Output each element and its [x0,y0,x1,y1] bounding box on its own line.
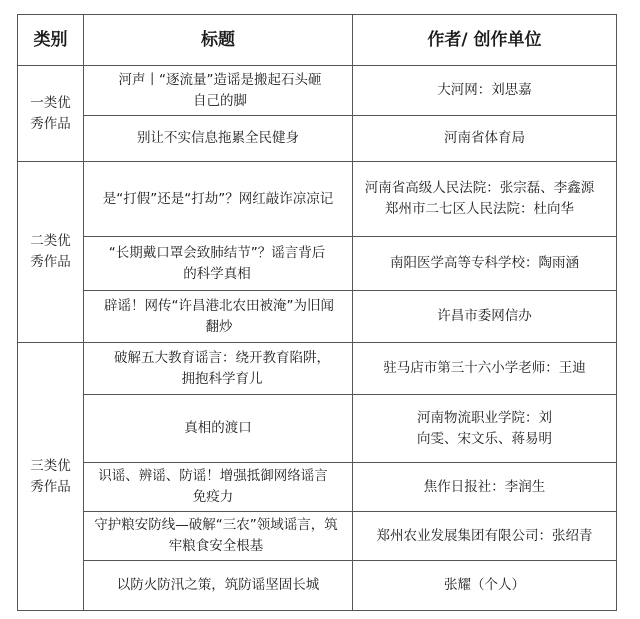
header-category: 类别 [18,15,84,66]
header-author: 作者/ 创作单位 [353,15,617,66]
table-row [18,395,617,463]
category-cell [18,162,84,343]
author-cell: 驻马店市第三十六小学老师：王迪 [353,343,617,395]
title-cell: 以防火防汛之策，筑防谣坚固长城 [84,561,353,611]
title-cell: 辟谣！网传“许昌港北农田被淹”为旧闻翻炒 [84,291,353,343]
table-row [18,463,617,512]
table-row [18,162,617,237]
table-row [18,561,617,611]
table-row [18,291,617,343]
author-cell: 大河网：刘思嘉 [353,66,617,116]
header-row [18,15,617,66]
table-row [18,343,617,395]
table-row [18,116,617,162]
category-cell [18,66,84,162]
category-label: 三类优秀作品 [30,457,71,495]
title-cell: 别让不实信息拖累全民健身 [84,116,353,162]
author-cell: 河南物流职业学院：刘向雯、宋文乐、蒋易明 [353,395,617,463]
author-cell: 郑州农业发展集团有限公司：张绍青 [353,512,617,561]
table-row [18,512,617,561]
author-cell: 许昌市委网信办 [353,291,617,343]
category-cell [18,343,84,611]
author-cell: 张耀（个人） [353,561,617,611]
title-cell: 破解五大教育谣言：绕开教育陷阱，拥抱科学育儿 [84,343,353,395]
author-cell: 河南省体育局 [353,116,617,162]
table-row [18,66,617,116]
category-label: 二类优秀作品 [30,233,71,270]
title-cell: 真相的渡口 [84,395,353,463]
title-cell: 是“打假”还是“打劫”？网红敲诈凉凉记 [84,162,353,237]
author-cell: 河南省高级人民法院：张宗磊、李鑫源 郑州市二七区人民法院：杜向华 [353,162,617,237]
table-row [18,237,617,291]
author-cell: 焦作日报社：李润生 [353,463,617,512]
title-cell: “长期戴口罩会致肺结节”？谣言背后的科学真相 [84,237,353,291]
title-cell: 河声丨“逐流量”造谣是搬起石头砸自己的脚 [84,66,353,116]
category-label: 一类优秀作品 [30,94,71,132]
author-cell: 南阳医学高等专科学校：陶雨涵 [353,237,617,291]
award-table [17,14,617,611]
header-title: 标题 [84,15,353,66]
title-cell: 守护粮安防线—破解“三农”领域谣言，筑牢粮食安全根基 [84,512,353,561]
title-cell: 识谣、辨谣、防谣！增强抵御网络谣言免疫力 [84,463,353,512]
